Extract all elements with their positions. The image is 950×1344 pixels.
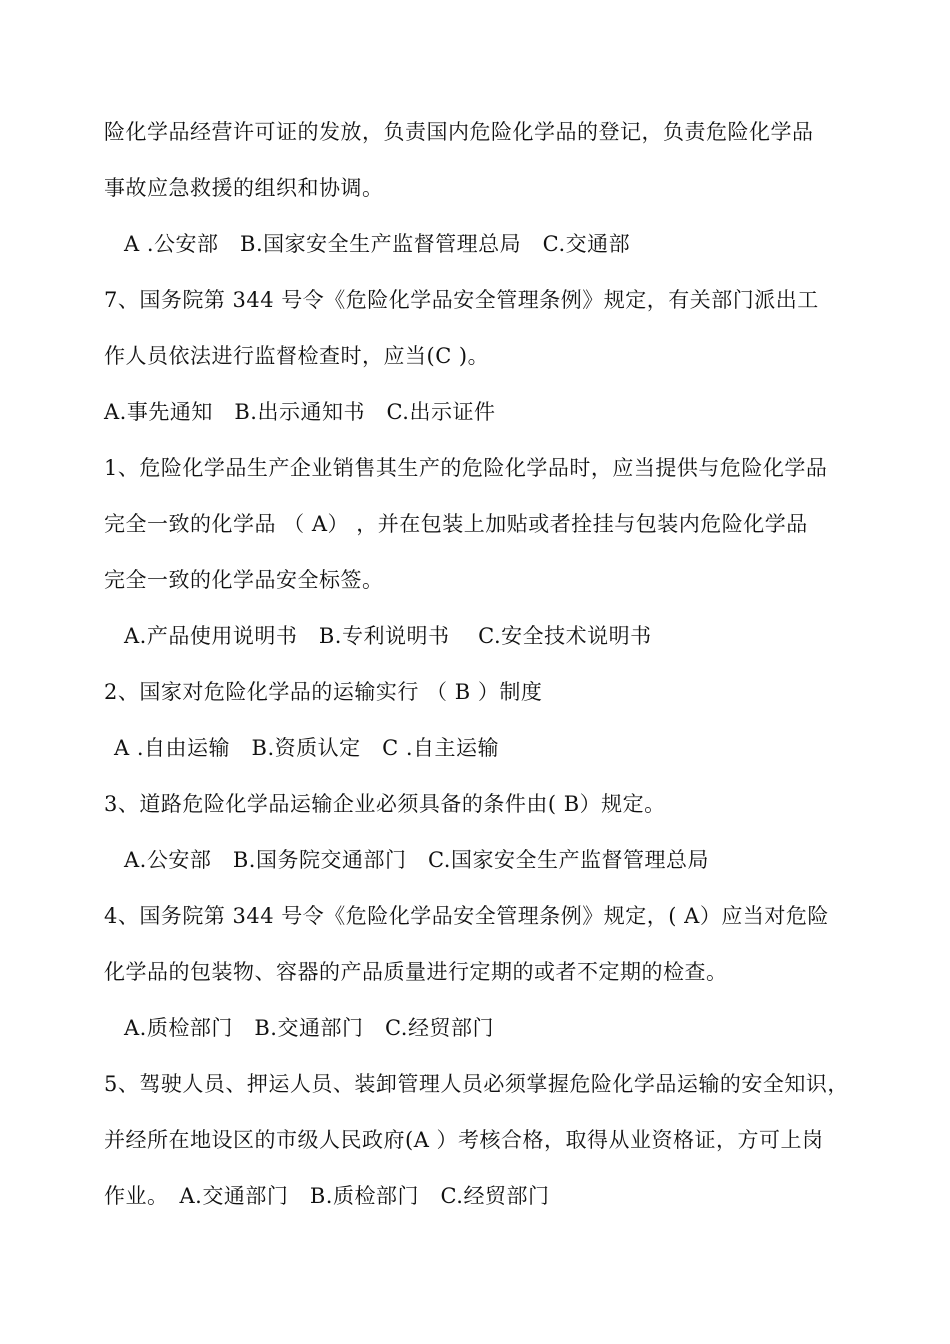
answer-options: A.公安部 B.国务院交通部门 C.国家安全生产监督管理总局 [124,848,709,872]
text-line: 完全一致的化学品安全标签。 [104,568,384,592]
question-5: 5、驾驶人员、押运人员、装卸管理人员必须掌握危险化学品运输的安全知识， [104,1072,849,1096]
text-line: 并经所在地设区的市级人民政府(A ）考核合格，取得从业资格证，方可上岗 [104,1128,824,1152]
text-line: 化学品的包装物、容器的产品质量进行定期的或者不定期的检查。 [104,960,728,984]
answer-options: A.质检部门 B.交通部门 C.经贸部门 [124,1016,494,1040]
answer-options: A.产品使用说明书 B.专利说明书 C.安全技术说明书 [124,624,652,648]
text-line: 事故应急救援的组织和协调。 [104,176,384,200]
answer-options: A .公安部 B.国家安全生产监督管理总局 C.交通部 [124,232,631,256]
answer-options: A .自由运输 B.资质认定 C .自主运输 [114,736,500,760]
text-line: 作人员依法进行监督检查时，应当(C )。 [104,344,490,368]
text-line: 作业。 A.交通部门 B.质检部门 C.经贸部门 [104,1184,550,1208]
question-4: 4、国务院第 344 号令《危险化学品安全管理条例》规定，( A）应当对危险 [104,904,829,928]
text-line: 完全一致的化学品 （ A） ，并在包装上加贴或者拴挂与包装内危险化学品 [104,512,808,536]
question-3: 3、道路危险化学品运输企业必须具备的条件由( B）规定。 [104,792,666,816]
question-2: 2、国家对危险化学品的运输实行 （ B ）制度 [104,680,543,704]
question-1: 1、危险化学品生产企业销售其生产的危险化学品时，应当提供与危险化学品 [104,456,828,480]
text-line: 险化学品经营许可证的发放，负责国内危险化学品的登记，负责危险化学品 [104,120,814,144]
answer-options: A.事先通知 B.出示通知书 C.出示证件 [104,400,496,424]
question-7: 7、国务院第 344 号令《危险化学品安全管理条例》规定，有关部门派出工 [104,288,819,312]
